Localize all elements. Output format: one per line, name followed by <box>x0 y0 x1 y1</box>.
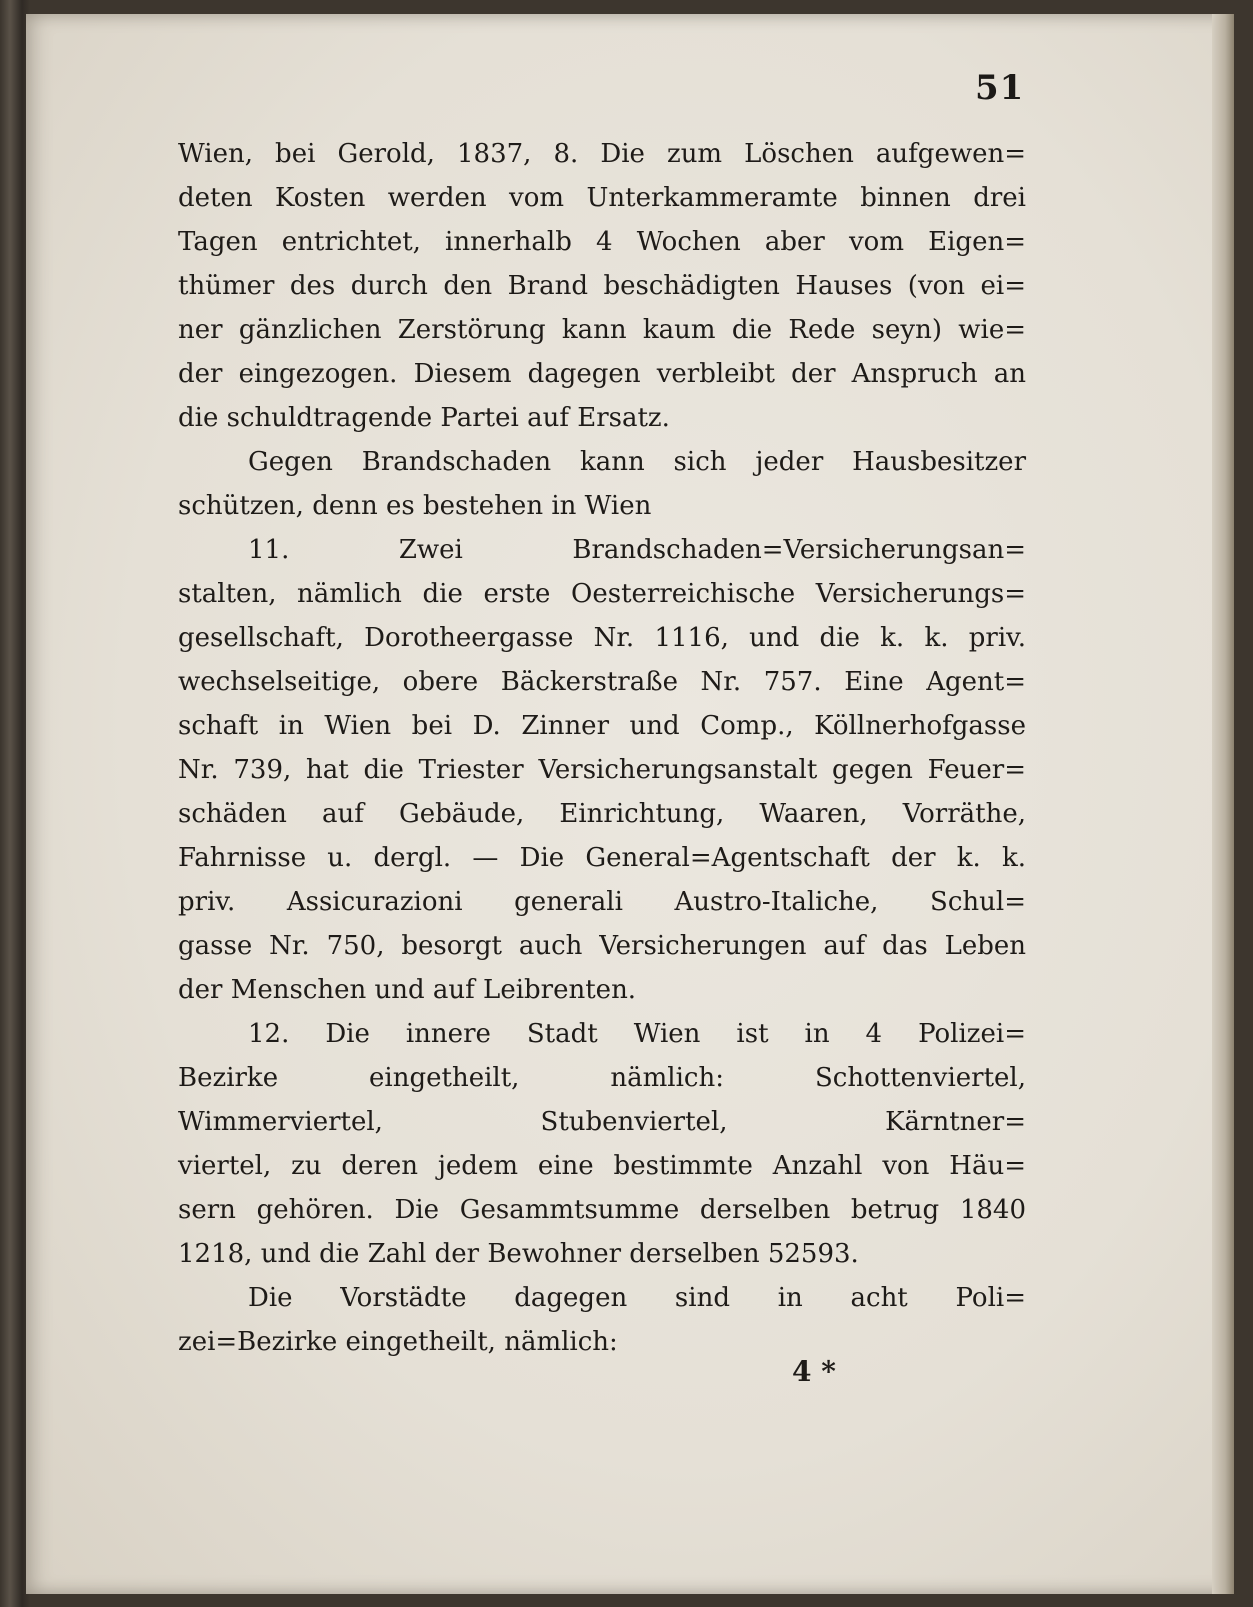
text-line: der eingezogen. Diesem dagegen verbleibt der Anspruch an <box>178 359 1026 389</box>
text-line: Wien, bei Gerold, 1837, 8. Die zum Löschen aufgewen= <box>178 139 1026 169</box>
text-line: Gegen Brandschaden kann sich jeder Hausbesitzer <box>248 447 1026 477</box>
text-line: thümer des durch den Brand beschädigten Hauses (von ei= <box>178 271 1026 301</box>
text-line: 1218, und die Zahl der Bewohner derselben 52593. <box>178 1239 859 1269</box>
text-line: schützen, denn es bestehen in Wien <box>178 491 652 521</box>
text-line: Bezirke eingetheilt, nämlich: Schottenviertel, <box>178 1063 1026 1093</box>
text-line: Nr. 739, hat die Triester Versicherungsanstalt gegen Feuer= <box>178 755 1026 785</box>
signature-mark: 4 * <box>792 1355 836 1388</box>
text-line: gesellschaft, Dorotheergasse Nr. 1116, und die k. k. priv. <box>178 623 1026 653</box>
text-line: Tagen entrichtet, innerhalb 4 Wochen aber vom Eigen= <box>178 227 1026 257</box>
text-line: Wimmerviertel, Stubenviertel, Kärntner= <box>178 1107 1026 1137</box>
text-line: stalten, nämlich die erste Oesterreichische Versicherungs= <box>178 579 1026 609</box>
text-line: wechselseitige, obere Bäckerstraße Nr. 757. Eine Agent= <box>178 667 1026 697</box>
text-line: schaft in Wien bei D. Zinner und Comp., Köllnerhofgasse <box>178 711 1026 741</box>
text-line: priv. Assicurazioni generali Austro-Italiche, Schul= <box>178 887 1026 917</box>
text-line: viertel, zu deren jedem eine bestimmte Anzahl von Häu= <box>178 1151 1026 1181</box>
text-line: 12. Die innere Stadt Wien ist in 4 Polizei= <box>248 1019 1026 1049</box>
text-line: schäden auf Gebäude, Einrichtung, Waaren, Vorräthe, <box>178 799 1026 829</box>
page-number: 51 <box>975 68 1025 108</box>
text-line: gasse Nr. 750, besorgt auch Versicherungen auf das Leben <box>178 931 1026 961</box>
text-line: Fahrnisse u. dergl. — Die General=Agentschaft der k. k. <box>178 843 1026 873</box>
text-line: deten Kosten werden vom Unterkammeramte binnen drei <box>178 183 1026 213</box>
text-line: Die Vorstädte dagegen sind in acht Poli= <box>248 1283 1026 1313</box>
text-line: zei=Bezirke eingetheilt, nämlich: <box>178 1327 618 1357</box>
text-line: die schuldtragende Partei auf Ersatz. <box>178 403 670 433</box>
text-line: 11. Zwei Brandschaden=Versicherungsan= <box>248 535 1026 565</box>
text-line: der Menschen und auf Leibrenten. <box>178 975 637 1005</box>
page-edge <box>1212 14 1234 1594</box>
body-text <box>178 132 1026 1364</box>
text-line: sern gehören. Die Gesammtsumme derselben betrug 1840 <box>178 1195 1026 1225</box>
text-line: ner gänzlichen Zerstörung kann kaum die Rede seyn) wie= <box>178 315 1026 345</box>
